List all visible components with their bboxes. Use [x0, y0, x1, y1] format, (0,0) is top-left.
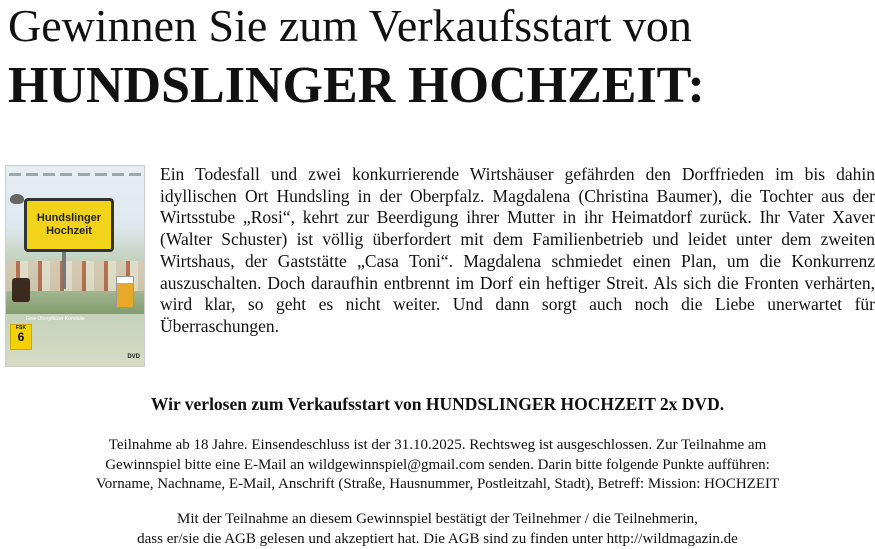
dvd-logo: DVD [127, 354, 140, 360]
agb-notice [0, 510, 875, 549]
sign-pole [62, 249, 66, 289]
terms-line-2: Gewinnspiel bitte eine E-Mail an wildgewinnspiel@gmail.com senden. Darin bitte folgende Punkte aufführen: [105, 456, 770, 473]
town-sign-line-2: Hochzeit [46, 225, 92, 237]
fsk-label: FSK [16, 325, 26, 331]
terms-line-3: Vorname, Nachname, E-Mail, Anschrift (Straße, Hausnummer, Postleitzahl, Stadt), Betreff: Mission: HOCHZEIT [95, 476, 780, 492]
headline-line-1: Gewinnen Sie zum Verkaufsstart von [8, 0, 692, 51]
agb-line-1: Mit der Teilnahme an diesem Gewinnspiel bestätigt der Teilnehmer / die Teilnehmerin, [177, 511, 698, 527]
fsk-age: 6 [17, 330, 25, 344]
terms-line-1: Teilnahme ab 18 Jahre. Einsendeschluss ist der 31.10.2025. Rechtsweg ist ausgeschlossen. Zur Teilnahme am [108, 437, 767, 453]
giveaway-announcement: Wir verlosen zum Verkaufsstart von HUNDSLINGER HOCHZEIT 2x DVD. [150, 394, 725, 414]
agb-line-2: dass er/sie die AGB gelesen und akzeptiert hat. Die AGB sind zu finden unter http://wildmagazin.de [137, 530, 738, 547]
town-sign [24, 198, 114, 252]
town-sign-line-1: Hundslinger [36, 212, 102, 224]
synopsis-text: Ein Todesfall und zwei konkurrierende Wirtshäuser gefährden den Dorffrieden im bis dahin idyllischen Ort Hundsling in der Oberpfalz. Magdalena (Christina Baumer), die Tochter aus der Wirtsstube „Rosi“, kehrt zur Beerdigung ihrer Mutter in ihr Heimatdorf zurück. Ihr Vater Xaver (Walter Schuster) ist völlig überfordert mit dem Familienbetrieb und leidet unter dem zweiten Wirtshaus, der Gaststätte „Casa Toni“. Magdalena schmiedet einen Plan, um die Konkurrenz auszuschalten. Doch daraufhin entbrennt im Dorf ein heftiger Streit. Als sich die Fronten verhärten, wird klar, so geht es nicht weiter. Und dann sorgt auch noch die Liebe unerwartet für Überraschungen. [160, 164, 875, 336]
beer-glass-icon [116, 276, 134, 308]
headline-title: HUNDSLINGER HOCHZEIT: [8, 57, 705, 114]
cover-cast-names [9, 169, 141, 183]
cover-subtitle: Eine Oberpfälzer Komödie [26, 316, 85, 322]
fsk-rating-badge [10, 324, 32, 350]
participation-terms [0, 436, 875, 495]
beer-mug-icon [12, 278, 30, 302]
pigeon-icon [10, 194, 24, 204]
dvd-cover-image [5, 165, 145, 367]
